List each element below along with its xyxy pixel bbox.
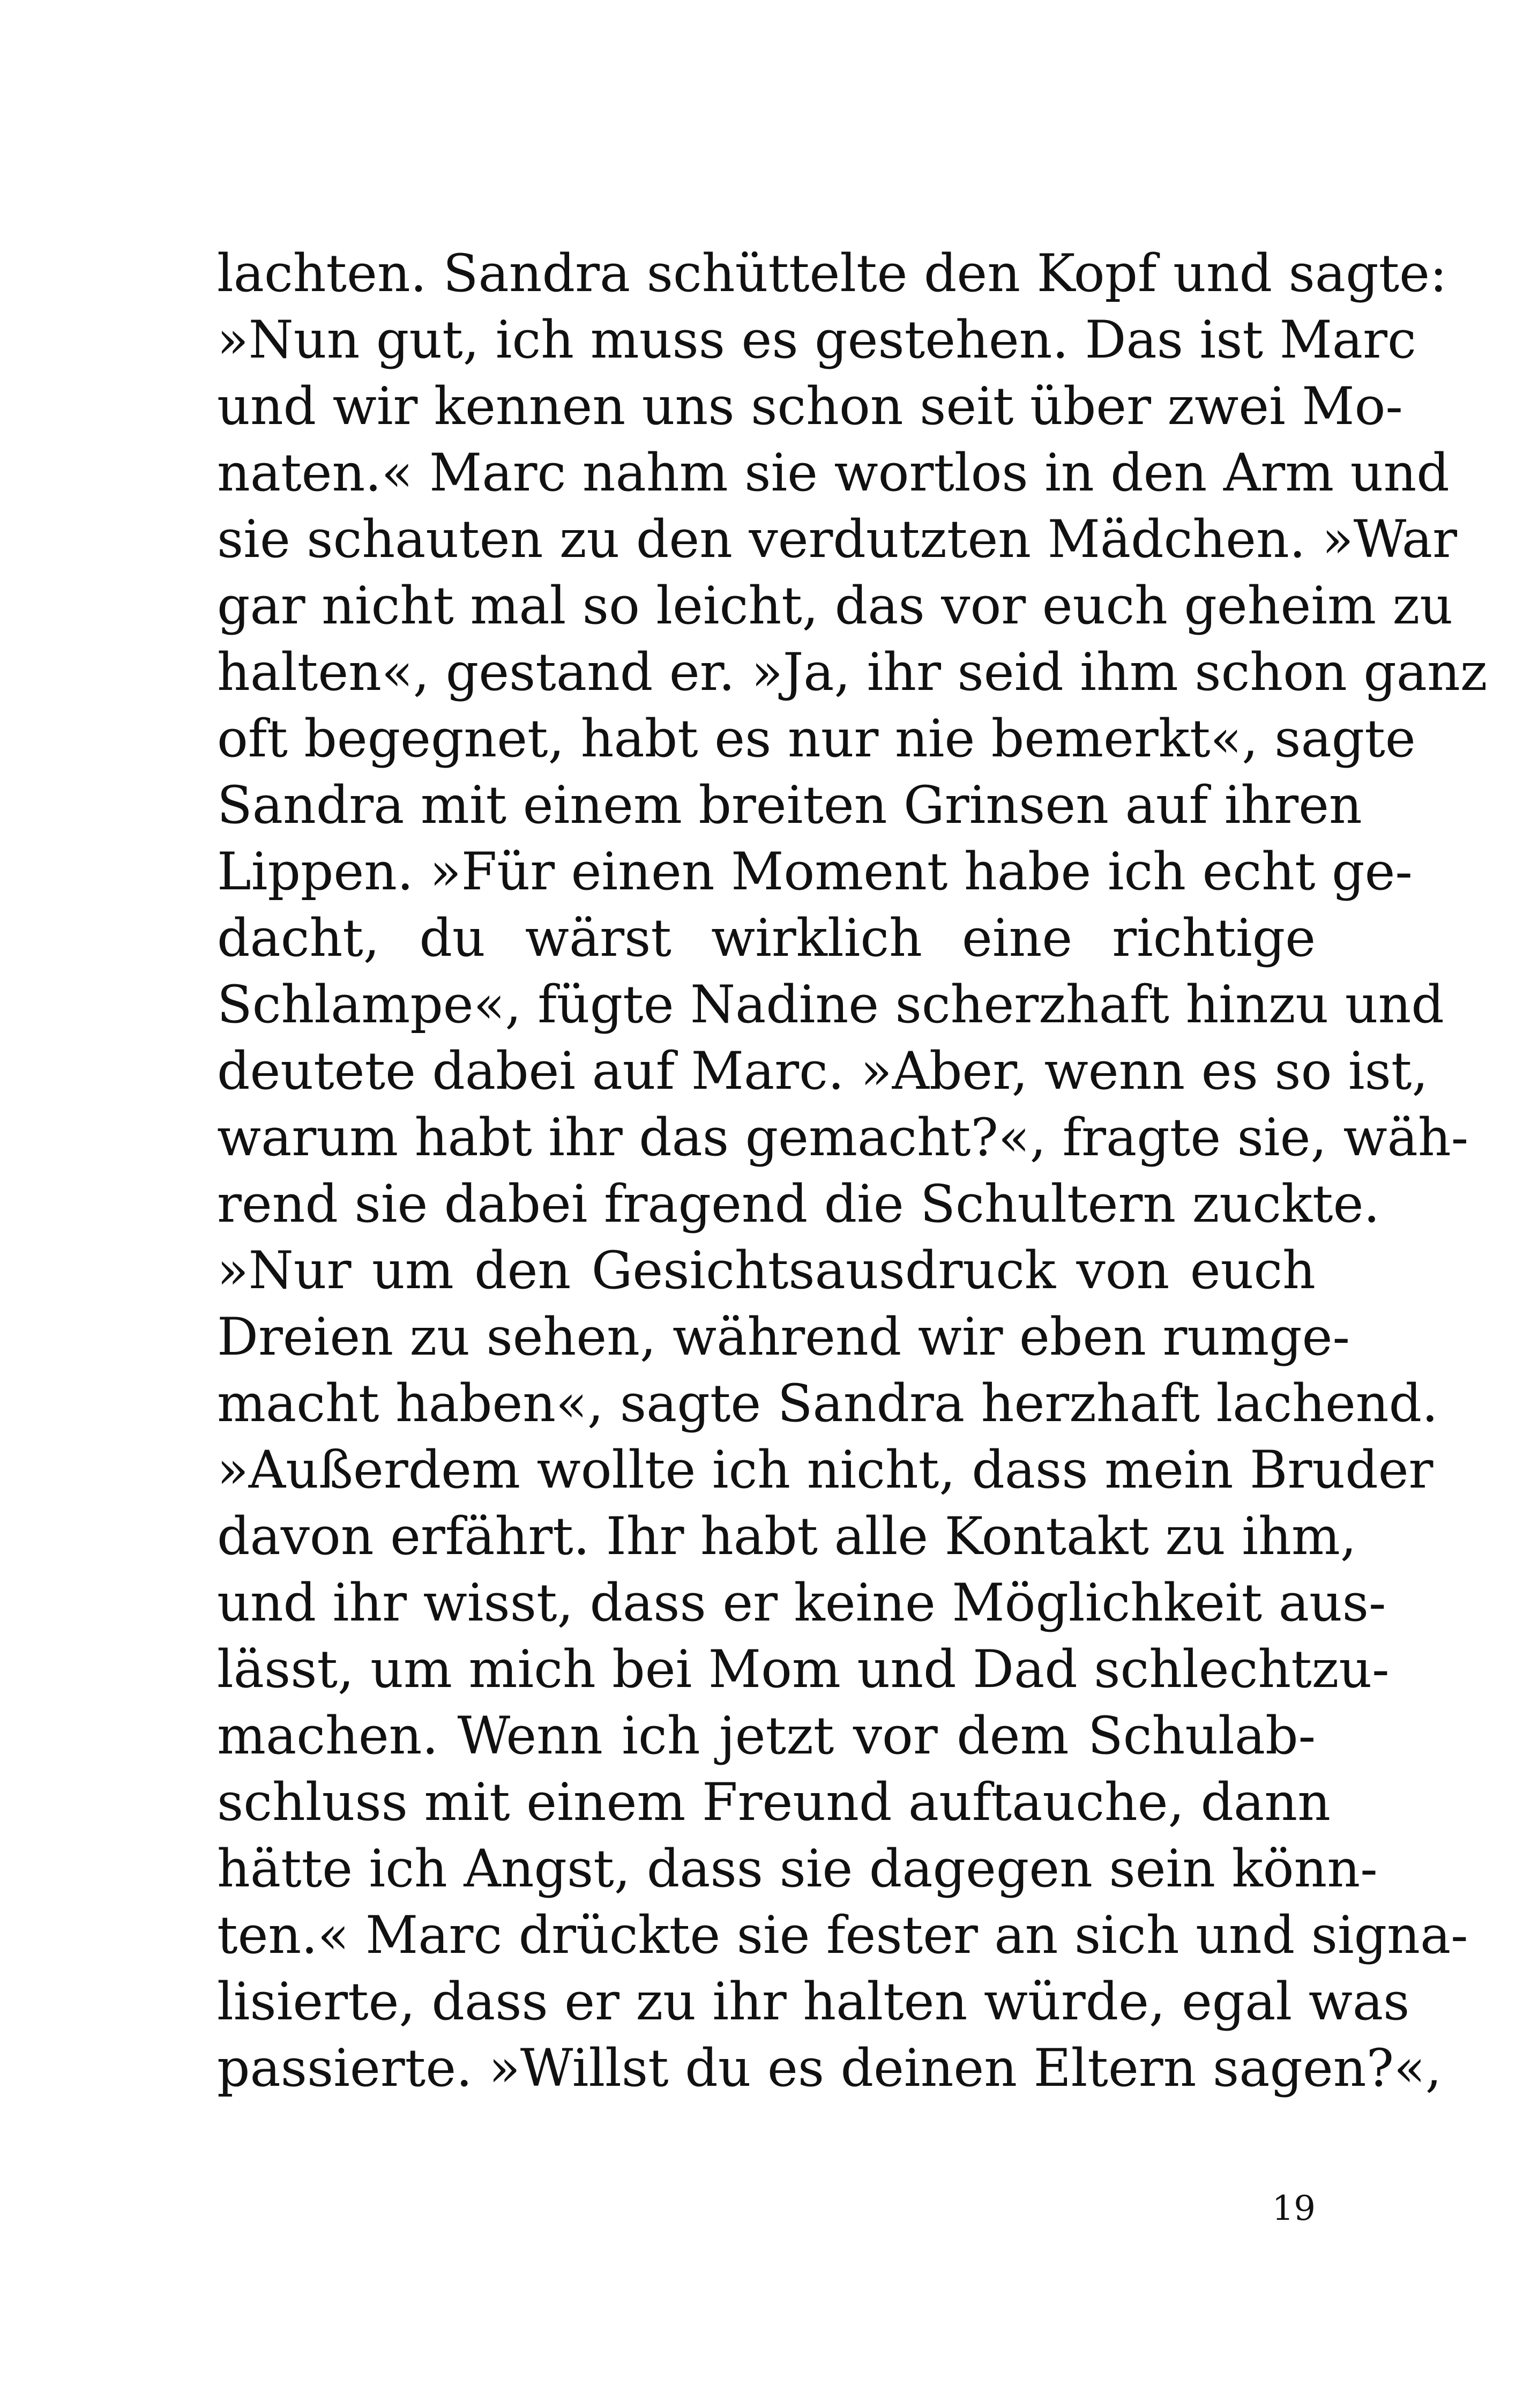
text-line: gar nicht mal so leicht, das vor euch geheim zu	[217, 576, 1453, 636]
text-line: lachten. Sandra schüttelte den Kopf und sagte:	[217, 243, 1447, 303]
text-line: »Nur um den Gesichtsausdruck von euch	[217, 1240, 1316, 1300]
text-line: naten.« Marc nahm sie wortlos in den Arm und	[217, 443, 1450, 503]
body-text	[217, 240, 1488, 2101]
text-line: macht haben«, sagte Sandra herzhaft lachend.	[217, 1373, 1438, 1433]
text-line: machen. Wenn ich jetzt vor dem Schulab-	[217, 1706, 1316, 1766]
page-number: 19	[1272, 2189, 1316, 2228]
text-line: Lippen. »Für einen Moment habe ich echt ge-	[217, 842, 1413, 902]
text-line: hätte ich Angst, dass sie dagegen sein könn-	[217, 1839, 1378, 1899]
text-line: Schlampe«, fügte Nadine scherzhaft hinzu und	[217, 975, 1444, 1035]
text-line: und ihr wisst, dass er keine Möglichkeit aus-	[217, 1573, 1386, 1633]
text-line: Sandra mit einem breiten Grinsen auf ihren	[217, 775, 1362, 835]
text-line: sie schauten zu den verdutzten Mädchen. »War	[217, 509, 1458, 569]
text-line: schluss mit einem Freund auftauche, dann	[217, 1772, 1331, 1832]
text-line: deutete dabei auf Marc. »Aber, wenn es so ist,	[217, 1041, 1428, 1101]
text-line: Dreien zu sehen, während wir eben rumge-	[217, 1307, 1350, 1367]
text-line: und wir kennen uns schon seit über zwei Mo-	[217, 376, 1403, 436]
text-line: davon erfährt. Ihr habt alle Kontakt zu ihm,	[217, 1506, 1357, 1566]
text-line: oft begegnet, habt es nur nie bemerkt«, sagte	[217, 709, 1416, 769]
text-line: lässt, um mich bei Mom und Dad schlechtzu-	[217, 1639, 1390, 1699]
text-line: dacht, du wärst wirklich eine richtige	[217, 908, 1316, 968]
text-line: passierte. »Willst du es deinen Eltern sagen?«,	[217, 2038, 1442, 2098]
text-line: halten«, gestand er. »Ja, ihr seid ihm schon ganz	[217, 642, 1488, 702]
text-line: lisierte, dass er zu ihr halten würde, egal was	[217, 1972, 1410, 2032]
text-line: »Außerdem wollte ich nicht, dass mein Bruder	[217, 1440, 1434, 1500]
text-line: rend sie dabei fragend die Schultern zuckte.	[217, 1174, 1380, 1234]
text-line: ten.« Marc drückte sie fester an sich und signa-	[217, 1905, 1468, 1965]
text-line: warum habt ihr das gemacht?«, fragte sie, wäh-	[217, 1108, 1469, 1168]
text-line: »Nun gut, ich muss es gestehen. Das ist Marc	[217, 310, 1416, 370]
